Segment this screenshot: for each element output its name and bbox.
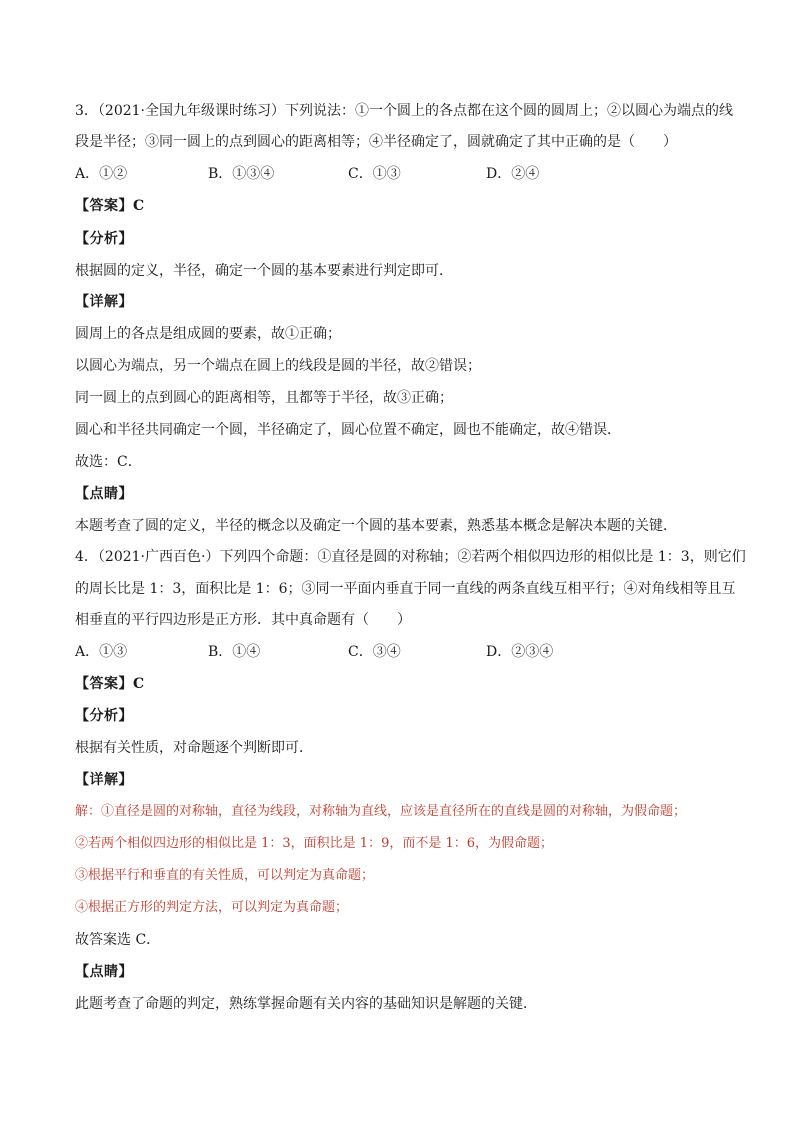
q4-stem-line1: 4．（2021·广西百色·）下列四个命题：①直径是圆的对称轴；②若两个相似四边形的相似比是 1：3，则它们 (75, 549, 746, 565)
q3-detail-4: 圆心和半径共同确定一个圆，半径确定了，圆心位置不确定，圆也不能确定，故④错误． (75, 422, 621, 438)
q4-detail-2: ②若两个相似四边形的相似比是 1：3，面积比是 1：9，而不是 1：6，为假命题； (75, 836, 554, 851)
q3-detail-1: 圆周上的各点是组成圆的要素，故①正确； (75, 326, 341, 342)
q4-option-a: A．①③ (75, 644, 128, 660)
q4-answer: 【答案】C (75, 676, 145, 692)
q4-stem-line3: 相垂直的平行四边形是正方形．其中真命题有（ ） (75, 612, 411, 628)
q3-analysis: 根据圆的定义，半径，确定一个圆的基本要素进行判定即可． (75, 263, 453, 279)
q3-option-a: A．①② (75, 166, 128, 182)
q4-comment: 此题考查了命题的判定，熟练掌握命题有关内容的基础知识是解题的关键． (75, 996, 537, 1012)
q4-conclusion: 故答案选 C． (75, 932, 161, 948)
q4-option-d: D．②③④ (486, 644, 554, 660)
q4-detail-3: ③根据平行和垂直的有关性质，可以判定为真命题； (75, 868, 375, 883)
q3-detail-5: 故选：C． (75, 454, 142, 470)
q3-detail-tag: 【详解】 (75, 294, 133, 310)
q4-analysis-tag: 【分析】 (75, 708, 133, 724)
q3-option-b: B．①③④ (208, 166, 275, 182)
q3-comment: 本题考查了圆的定义，半径的概念以及确定一个圆的基本要素，熟悉基本概念是解决本题的关键． (75, 518, 677, 534)
q3-comment-tag: 【点睛】 (75, 486, 133, 502)
q3-answer: 【答案】C (75, 198, 145, 214)
q3-stem-line2: 段是半径；③同一圆上的点到圆心的距离相等；④半径确定了，圆就确定了其中正确的是（ ） (75, 134, 677, 150)
q3-option-c: C．①③ (348, 166, 401, 182)
q4-detail-4: ④根据正方形的判定方法，可以判定为真命题； (75, 900, 349, 915)
q3-option-d: D．②④ (486, 166, 540, 182)
q3-analysis-tag: 【分析】 (75, 231, 133, 247)
q3-detail-2: 以圆心为端点，另一个端点在圆上的线段是圆的半径，故②错误； (75, 358, 481, 374)
q4-stem-line2: 的周长比是 1：3，面积比是 1：6；③同一平面内垂直于同一直线的两条直线互相平行；④对角线相等且互 (75, 581, 736, 597)
q4-analysis: 根据有关性质，对命题逐个判断即可． (75, 740, 313, 756)
q3-detail-3: 同一圆上的点到圆心的距离相等，且都等于半径，故③正确； (75, 390, 453, 406)
q3-stem-line1: 3．（2021·全国九年级课时练习）下列说法：①一个圆上的各点都在这个圆的圆周上；②以圆心为端点的线 (75, 103, 733, 119)
q4-detail-1: 解：①直径是圆的对称轴，直径为线段，对称轴为直线，应该是直径所在的直线是圆的对称轴，为假命题； (75, 804, 687, 819)
q4-option-b: B．①④ (208, 644, 261, 660)
q4-option-c: C．③④ (348, 644, 401, 660)
q4-comment-tag: 【点睛】 (75, 964, 133, 980)
q4-detail-tag: 【详解】 (75, 772, 133, 788)
